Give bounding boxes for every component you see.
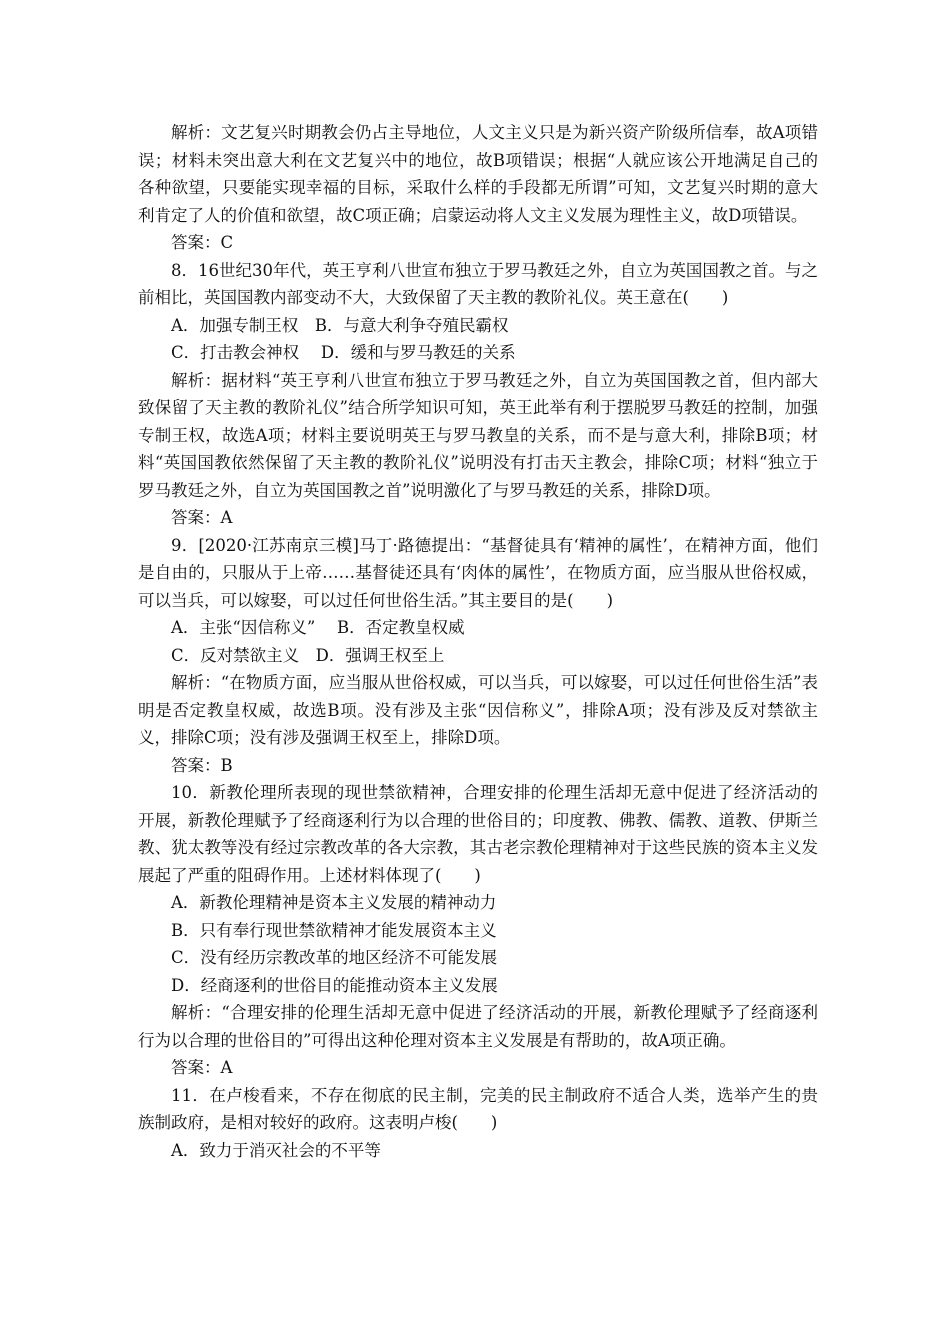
q7-answer: 答案：C (171, 233, 234, 252)
q11-option-a: A．致力于消灭社会的不平等 (171, 1140, 381, 1160)
q10-analysis: 解析：“合理安排的伦理生活却无意中促进了经济活动的开展，新教伦理赋予了经商逐利行为以合理的世俗目的”可得出这种伦理对资本主义发展是有帮助的，故A项正确。 (138, 1003, 818, 1050)
q9-answer: 答案：B (171, 755, 233, 775)
q9-options-row-1: A．主张“因信称义” B．否定教皇权威 (171, 618, 465, 637)
q8-stem: 8．16世纪30年代，英王亨利八世宣布独立于罗马教廷之外，自立为英国国教之首。与之前相比，英国国教内部变动不大，大致保留了天主教的教阶礼仪。英王意在( ) (138, 260, 818, 307)
q9-analysis: 解析：“在物质方面，应当服从世俗权威，可以当兵，可以嫁娶，可以过任何世俗生活”表明是否定教皇权威，故选B项。没有涉及主张“因信称义”，排除A项；没有涉及反对禁欲主义，排除C项；没有涉及强调王权至上，排除D项。 (138, 673, 818, 747)
q10-option-b: B．只有奉行现世禁欲精神才能发展资本主义 (171, 920, 497, 940)
q7-analysis: 解析：文艺复兴时期教会仍占主导地位，人文主义只是为新兴资产阶级所信奉，故A项错误；材料未突出意大利在文艺复兴中的地位，故B项错误；根据“人就应该公开地满足自己的各种欲望，只要能实现幸福的目标，采取什么样的手段都无所谓”可知，文艺复兴时期的意大利肯定了人的价值和欲望，故C项正确；启蒙运动将人文主义发展为理性主义，故D项错误。 (138, 123, 818, 225)
q10-option-d: D．经商逐利的世俗目的能推动资本主义发展 (171, 975, 498, 995)
q10-option-a: A．新教伦理精神是资本主义发展的精神动力 (171, 893, 497, 912)
q10-answer: 答案：A (171, 1058, 233, 1077)
q8-answer: 答案：A (171, 508, 233, 527)
q8-options-row-1: A．加强专制王权 B．与意大利争夺殖民霸权 (171, 315, 509, 335)
q8-options-row-2: C．打击教会神权 D．缓和与罗马教廷的关系 (171, 343, 516, 362)
q8-analysis: 解析：据材料“英王亨利八世宣布独立于罗马教廷之外，自立为英国国教之首，但内部大致保留了天主教的教阶礼仪”结合所学知识可知，英王此举有利于摆脱罗马教廷的控制，加强专制王权，故选A项；材料主要说明英王与罗马教皇的关系，而不是与意大利，排除B项；材料“英国国教依然保留了天主教的教阶礼仪”说明没有打击天主教会，排除C项；材料“独立于罗马教廷之外，自立为英国国教之首”说明激化了与罗马教廷的关系，排除D项。 (138, 370, 818, 500)
q10-stem: 10．新教伦理所表现的现世禁欲精神，合理安排的伦理生活却无意中促进了经济活动的开展，新教伦理赋予了经商逐利行为以合理的世俗目的；印度教、佛教、儒教、道教、伊斯兰教、犹太教等没有经过宗教改革的各大宗教，其古老宗教伦理精神对于这些民族的资本主义发展起了严重的阻碍作用。上述材料体现了( ) (138, 783, 818, 885)
document-body (138, 119, 818, 1164)
q9-stem: 9．[2020·江苏南京三模]马丁·路德提出：“基督徒具有‘精神的属性’，在精神方面，他们是自由的，只服从于上帝……基督徒还具有‘肉体的属性’，在物质方面，应当服从世俗权威，可以当兵，可以嫁娶，可以过任何世俗生活。”其主要目的是( ) (138, 535, 818, 610)
q10-option-c: C．没有经历宗教改革的地区经济不可能发展 (171, 948, 498, 967)
q11-stem: 11．在卢梭看来，不存在彻底的民主制，完美的民主制政府不适合人类，选举产生的贵族制政府，是相对较好的政府。这表明卢梭( ) (138, 1085, 818, 1132)
q9-options-row-2: C．反对禁欲主义 D．强调王权至上 (171, 645, 445, 665)
